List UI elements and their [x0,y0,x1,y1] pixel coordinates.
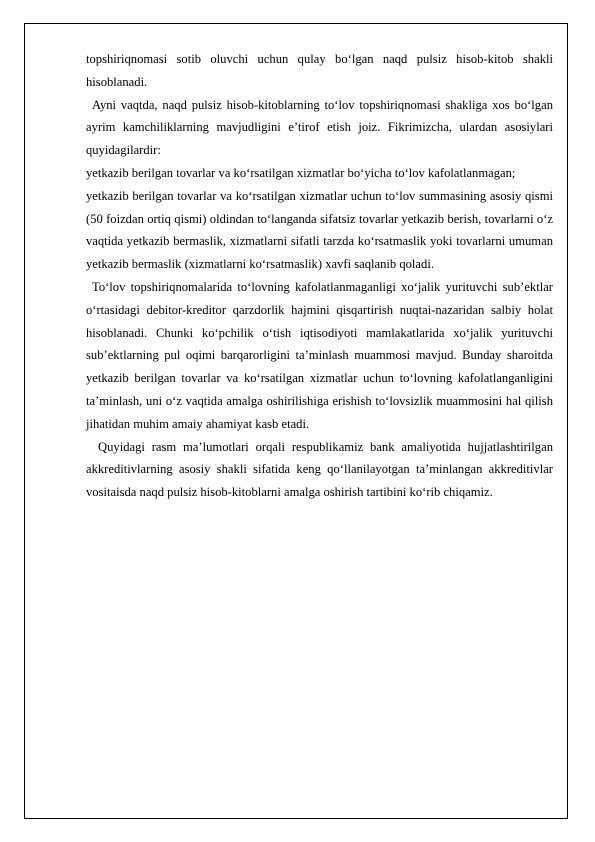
paragraph-3: To‘lov topshiriqnomalarida to‘lovning kafolatlanmaganligi xo‘jalik yurituvchi sub’ektlar o‘rtasidagi debitor-kreditor qarzdorlik hajmini qisqartirish nuqtai-nazaridan salbiy holat hisoblanadi. Chunki ko‘pchilik o‘tish iqtisodiyoti mamlakatlarida xo‘jalik yurituvchi sub’ektlarning pul oqimi barqarorligini ta’minlash muammosi mavjud. Bunday sharoitda yetkazib berilgan tovarlar va ko‘rsatilgan xizmatlar uchun to‘lovning kafolatlanganligini ta’minlash, uni o‘z vaqtida amalga oshirilishiga erishish to‘lovsizlik muammosini hal qilish jihatidan muhim amaiy ahamiyat kasb etadi. [86,279,553,431]
paragraph-4: Quyidagi rasm ma’lumotlari orqali respublikamiz bank amaliyotida hujjatlashtirilgan akkreditivlarning asosiy shakli sifatida keng qo‘llanilayotgan ta’minlangan akkreditivlar vositaisda naqd pulsiz hisob-kitoblarni amalga oshirish tartibini ko‘rib chiqamiz. [86,439,553,500]
document-body [86,48,553,504]
paragraph-1: topshiriqnomasi sotib oluvchi uchun qulay bo‘lgan naqd pulsiz hisob-kitob shakli hisoblanadi. [86,52,553,89]
list-item-1: yetkazib berilgan tovarlar va ko‘rsatilgan xizmatlar bo‘yicha to‘lov kafolatlanmagan; [86,165,516,180]
list-item-2: yetkazib berilgan tovarlar va ko‘rsatilgan xizmatlar uchun to‘lov summasining asosiy qismi (50 foizdan ortiq qismi) oldindan to‘langanda sifatsiz tovarlar yetkazib berish, tovarlarni o‘z vaqtida yetkazib bermaslik, xizmatlarni sifatli tarzda ko‘rsatmaslik yoki tovarlarni umuman yetkazib bermaslik (xizmatlarni ko‘rsatmaslik) xavfi saqlanib qoladi. [86,188,553,272]
paragraph-2: Ayni vaqtda, naqd pulsiz hisob-kitoblarning to‘lov topshiriqnomasi shakliga xos bo‘lgan ayrim kamchiliklarning mavjudligini e’tirof etish joiz. Fikrimizcha, ulardan asosiylari quyidagilardir: [86,97,553,158]
